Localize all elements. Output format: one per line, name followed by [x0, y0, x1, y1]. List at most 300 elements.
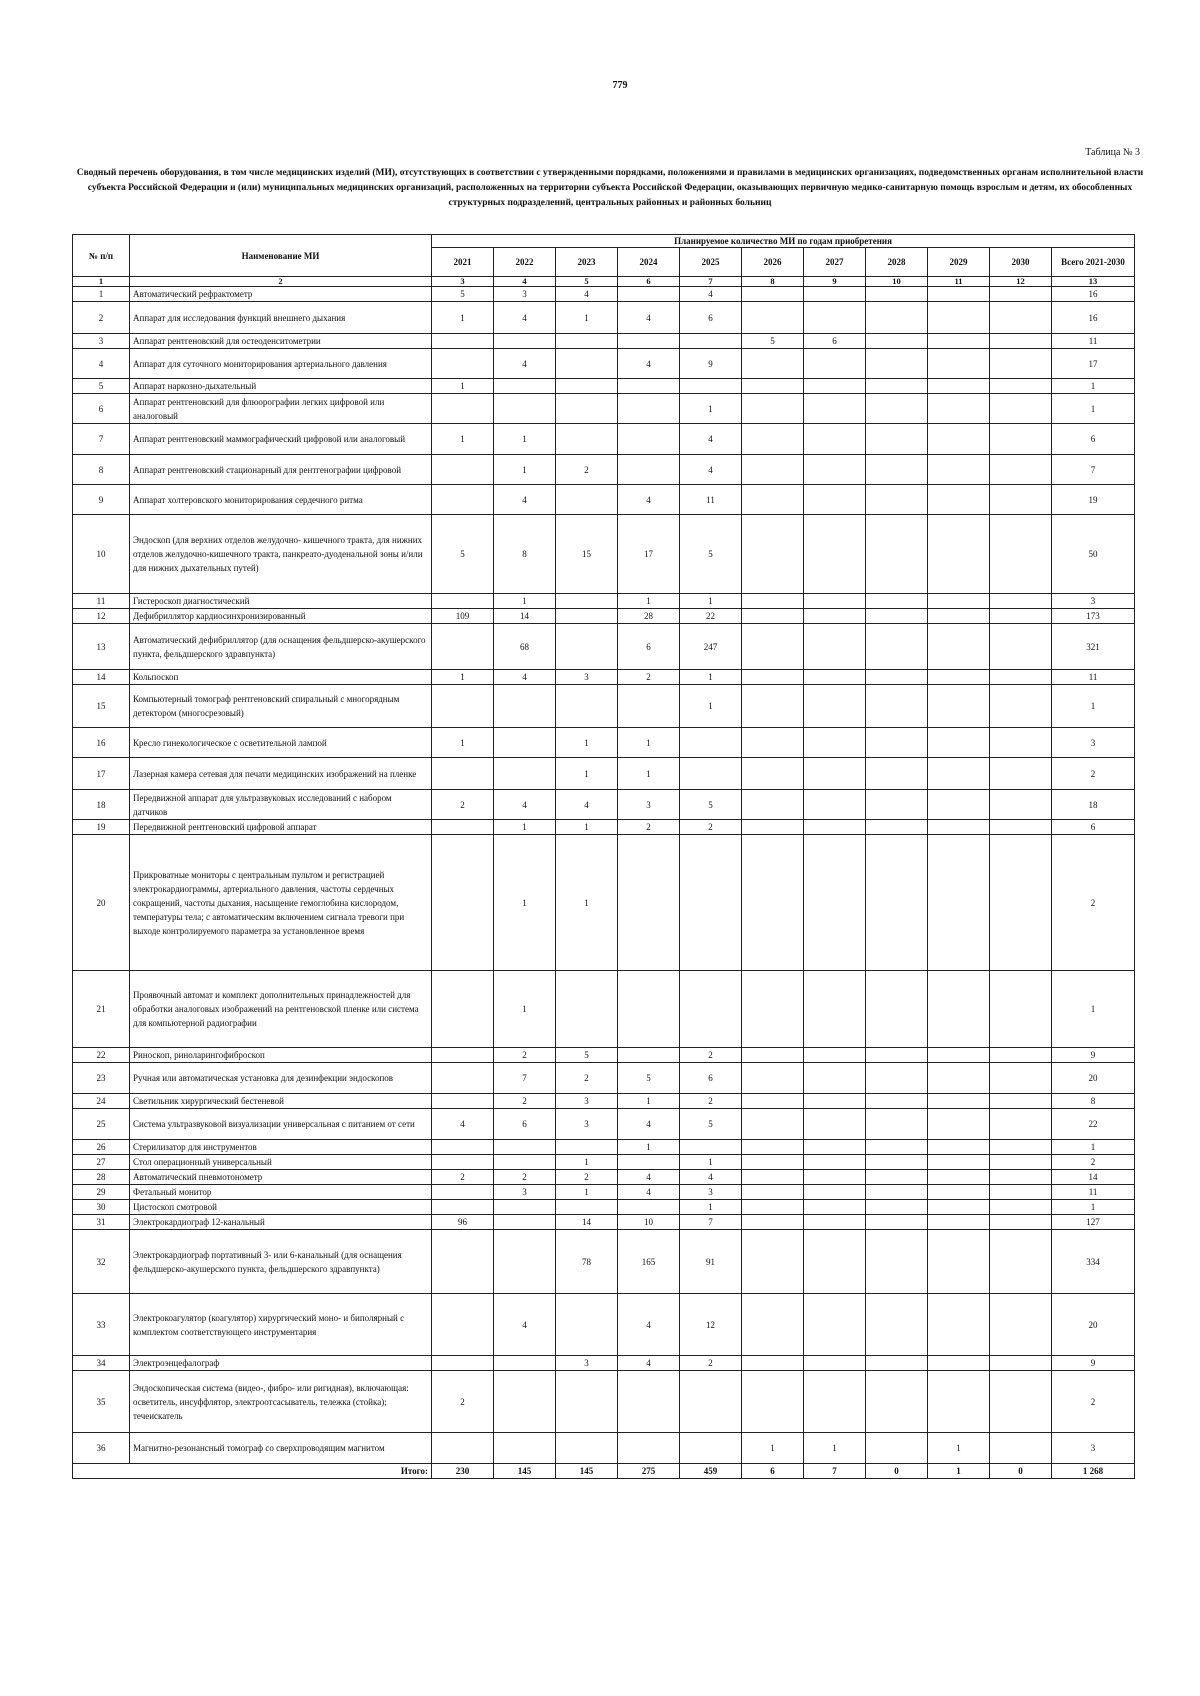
table-row: [73, 334, 1135, 349]
year-quantity: [742, 1140, 804, 1155]
year-quantity: [990, 349, 1052, 379]
year-quantity: 1: [680, 1200, 742, 1215]
year-quantity: [432, 1433, 494, 1464]
year-quantity: 2: [680, 820, 742, 835]
row-total: 127: [1052, 1215, 1135, 1230]
year-quantity: [866, 1140, 928, 1155]
year-quantity: [928, 287, 990, 302]
year-quantity: 1: [494, 971, 556, 1048]
row-number: 5: [73, 379, 130, 394]
year-quantity: [990, 685, 1052, 728]
year-quantity: [432, 1063, 494, 1094]
year-quantity: 4: [556, 287, 618, 302]
year-quantity: [804, 1063, 866, 1094]
year-quantity: 6: [804, 334, 866, 349]
item-name: Ручная или автоматическая установка для дезинфекции эндоскопов: [130, 1063, 432, 1094]
year-quantity: [494, 1356, 556, 1371]
row-number: 35: [73, 1371, 130, 1433]
year-quantity: [804, 685, 866, 728]
table-row: [73, 685, 1135, 728]
year-quantity: [804, 758, 866, 790]
table-row: [73, 485, 1135, 515]
year-quantity: 1: [494, 835, 556, 971]
year-quantity: [990, 1433, 1052, 1464]
year-quantity: [432, 1155, 494, 1170]
year-quantity: [928, 1215, 990, 1230]
year-quantity: [432, 455, 494, 485]
year-quantity: [804, 1048, 866, 1063]
year-quantity: 68: [494, 624, 556, 670]
year-quantity: 6: [494, 1109, 556, 1140]
year-quantity: [742, 1048, 804, 1063]
table-row: [73, 1230, 1135, 1294]
year-quantity: [990, 1185, 1052, 1200]
year-quantity: [618, 394, 680, 424]
table-row: [73, 515, 1135, 594]
year-quantity: [804, 1294, 866, 1356]
year-quantity: 6: [680, 302, 742, 334]
year-quantity: [742, 424, 804, 455]
year-quantity: [804, 485, 866, 515]
row-number: 1: [73, 287, 130, 302]
year-quantity: [432, 594, 494, 609]
year-quantity: 5: [680, 790, 742, 820]
year-quantity: [804, 820, 866, 835]
year-quantity: [990, 1048, 1052, 1063]
year-quantity: [866, 1215, 928, 1230]
col-header-year: Всего 2021-2030: [1052, 248, 1135, 277]
year-quantity: [866, 1109, 928, 1140]
row-number: 30: [73, 1200, 130, 1215]
year-quantity: [866, 670, 928, 685]
year-quantity: [804, 790, 866, 820]
item-name: Аппарат рентгеновский для флюорографии легких цифровой или аналоговый: [130, 394, 432, 424]
year-quantity: [618, 835, 680, 971]
item-name: Эндоскопическая система (видео-, фибро- или ригидная), включающая: осветитель, инсуффлятор, электроотсасыватель, тележка (стойка); течеискатель: [130, 1371, 432, 1433]
year-quantity: [618, 287, 680, 302]
year-quantity: [990, 394, 1052, 424]
year-quantity: [742, 1063, 804, 1094]
year-quantity: 2: [556, 1063, 618, 1094]
item-name: Передвижной рентгеновский цифровой аппарат: [130, 820, 432, 835]
table-label: Таблица № 3: [1085, 147, 1140, 158]
item-name: Фетальный монитор: [130, 1185, 432, 1200]
year-quantity: [742, 820, 804, 835]
year-quantity: [990, 624, 1052, 670]
year-quantity: [742, 1094, 804, 1109]
year-quantity: [866, 685, 928, 728]
year-quantity: 1: [556, 820, 618, 835]
table-row: [73, 287, 1135, 302]
table-row: [73, 1185, 1135, 1200]
row-total: 20: [1052, 1063, 1135, 1094]
year-quantity: [804, 624, 866, 670]
year-quantity: [680, 334, 742, 349]
row-total: 16: [1052, 302, 1135, 334]
year-quantity: 3: [556, 670, 618, 685]
totals-row: [73, 1464, 1135, 1479]
year-quantity: [866, 1230, 928, 1294]
year-quantity: [928, 394, 990, 424]
year-quantity: [990, 1109, 1052, 1140]
year-quantity: [804, 349, 866, 379]
row-total: 19: [1052, 485, 1135, 515]
row-number: 8: [73, 455, 130, 485]
year-quantity: 3: [618, 790, 680, 820]
table-row: [73, 624, 1135, 670]
year-quantity: 1: [618, 1094, 680, 1109]
year-quantity: [990, 455, 1052, 485]
year-quantity: [866, 835, 928, 971]
year-quantity: [742, 790, 804, 820]
year-quantity: [866, 394, 928, 424]
year-quantity: [432, 835, 494, 971]
year-quantity: [928, 728, 990, 758]
row-number: 7: [73, 424, 130, 455]
year-quantity: 2: [618, 670, 680, 685]
row-total: 9: [1052, 1048, 1135, 1063]
year-quantity: [804, 394, 866, 424]
year-quantity: [990, 1371, 1052, 1433]
year-quantity: [618, 685, 680, 728]
year-quantity: 4: [618, 1185, 680, 1200]
year-quantity: [432, 758, 494, 790]
year-quantity: 1: [804, 1433, 866, 1464]
year-quantity: [804, 1371, 866, 1433]
year-quantity: [804, 1215, 866, 1230]
year-quantity: [494, 1230, 556, 1294]
year-quantity: [928, 1048, 990, 1063]
year-quantity: [742, 1371, 804, 1433]
year-quantity: [556, 1200, 618, 1215]
year-quantity: [494, 1433, 556, 1464]
year-quantity: 3: [556, 1356, 618, 1371]
table-row: [73, 609, 1135, 624]
year-quantity: [866, 1294, 928, 1356]
column-index-cell: 6: [618, 277, 680, 287]
column-index-cell: 2: [130, 277, 432, 287]
year-quantity: [432, 394, 494, 424]
year-quantity: [990, 302, 1052, 334]
row-number: 18: [73, 790, 130, 820]
row-total: 1: [1052, 394, 1135, 424]
table-row: [73, 1215, 1135, 1230]
year-quantity: 1: [680, 594, 742, 609]
year-quantity: [990, 758, 1052, 790]
year-quantity: [866, 820, 928, 835]
item-name: Электрокоагулятор (коагулятор) хирургический моно- и биполярный с комплектом соответствующего инструментария: [130, 1294, 432, 1356]
item-name: Система ультразвуковой визуализации универсальная с питанием от сети: [130, 1109, 432, 1140]
year-quantity: [618, 1048, 680, 1063]
year-quantity: [680, 1433, 742, 1464]
year-quantity: [804, 379, 866, 394]
year-quantity: 78: [556, 1230, 618, 1294]
year-quantity: [866, 624, 928, 670]
year-quantity: [928, 594, 990, 609]
year-quantity: 4: [680, 1170, 742, 1185]
year-quantity: 15: [556, 515, 618, 594]
item-name: Компьютерный томограф рентгеновский спиральный с многорядным детектором (многосрезовый): [130, 685, 432, 728]
year-quantity: [618, 971, 680, 1048]
year-quantity: 10: [618, 1215, 680, 1230]
year-quantity: 1: [618, 728, 680, 758]
row-total: 18: [1052, 790, 1135, 820]
year-quantity: [432, 971, 494, 1048]
year-quantity: [432, 485, 494, 515]
row-number: 23: [73, 1063, 130, 1094]
year-quantity: [742, 685, 804, 728]
year-quantity: 96: [432, 1215, 494, 1230]
year-quantity: 5: [680, 1109, 742, 1140]
row-number: 20: [73, 835, 130, 971]
year-quantity: [928, 1371, 990, 1433]
row-number: 14: [73, 670, 130, 685]
year-quantity: 1: [556, 302, 618, 334]
year-quantity: [866, 1155, 928, 1170]
year-quantity: [494, 1371, 556, 1433]
year-quantity: [556, 424, 618, 455]
year-quantity: [432, 1140, 494, 1155]
year-quantity: [742, 594, 804, 609]
year-quantity: 4: [556, 790, 618, 820]
row-total: 14: [1052, 1170, 1135, 1185]
column-index-cell: 4: [494, 277, 556, 287]
row-total: 2: [1052, 758, 1135, 790]
table-row: [73, 1155, 1135, 1170]
year-quantity: [680, 758, 742, 790]
year-quantity: 3: [556, 1109, 618, 1140]
year-quantity: [556, 485, 618, 515]
row-total: 1: [1052, 1140, 1135, 1155]
year-quantity: [556, 334, 618, 349]
row-total: 17: [1052, 349, 1135, 379]
row-number: 25: [73, 1109, 130, 1140]
row-number: 13: [73, 624, 130, 670]
year-quantity: [432, 685, 494, 728]
year-quantity: [866, 1063, 928, 1094]
year-quantity: 4: [494, 302, 556, 334]
year-quantity: 1: [494, 455, 556, 485]
total-year: 1: [928, 1464, 990, 1479]
row-number: 29: [73, 1185, 130, 1200]
year-quantity: 1: [556, 728, 618, 758]
year-quantity: [494, 758, 556, 790]
item-name: Автоматический пневмотонометр: [130, 1170, 432, 1185]
table-row: [73, 394, 1135, 424]
year-quantity: 5: [556, 1048, 618, 1063]
year-quantity: [556, 685, 618, 728]
year-quantity: 1: [432, 670, 494, 685]
table-row: [73, 1109, 1135, 1140]
table-row: [73, 790, 1135, 820]
year-quantity: [928, 302, 990, 334]
col-header-year: 2027: [804, 248, 866, 277]
year-quantity: [990, 1155, 1052, 1170]
year-quantity: [990, 820, 1052, 835]
year-quantity: [742, 302, 804, 334]
year-quantity: 4: [494, 670, 556, 685]
year-quantity: 1: [556, 1185, 618, 1200]
year-quantity: [990, 594, 1052, 609]
year-quantity: [432, 1048, 494, 1063]
totals-label: Итого:: [73, 1464, 432, 1479]
year-quantity: 2: [494, 1048, 556, 1063]
year-quantity: [866, 1185, 928, 1200]
year-quantity: 2: [680, 1356, 742, 1371]
year-quantity: [742, 728, 804, 758]
year-quantity: 4: [494, 1294, 556, 1356]
item-name: Передвижной аппарат для ультразвуковых исследований с набором датчиков: [130, 790, 432, 820]
year-quantity: [990, 379, 1052, 394]
year-quantity: 4: [618, 1356, 680, 1371]
table-row: [73, 835, 1135, 971]
year-quantity: [804, 1185, 866, 1200]
year-quantity: [990, 1294, 1052, 1356]
year-quantity: 1: [556, 835, 618, 971]
item-name: Аппарат наркозно-дыхательный: [130, 379, 432, 394]
year-quantity: [866, 1094, 928, 1109]
year-quantity: 1: [432, 379, 494, 394]
row-total: 3: [1052, 594, 1135, 609]
item-name: Автоматический дефибриллятор (для оснащения фельдшерско-акушерского пункта, фельдшерского здравпункта): [130, 624, 432, 670]
item-name: Дефибриллятор кардиосинхронизированный: [130, 609, 432, 624]
year-quantity: [618, 424, 680, 455]
column-index-cell: 10: [866, 277, 928, 287]
year-quantity: [494, 1140, 556, 1155]
year-quantity: [556, 394, 618, 424]
year-quantity: 1: [928, 1433, 990, 1464]
row-total: 2: [1052, 835, 1135, 971]
year-quantity: [680, 835, 742, 971]
row-total: 334: [1052, 1230, 1135, 1294]
year-quantity: [742, 1185, 804, 1200]
year-quantity: [866, 1200, 928, 1215]
year-quantity: [618, 1155, 680, 1170]
year-quantity: [804, 455, 866, 485]
total-year: 145: [556, 1464, 618, 1479]
row-total: 11: [1052, 670, 1135, 685]
year-quantity: [804, 1155, 866, 1170]
year-quantity: 5: [432, 287, 494, 302]
year-quantity: [804, 609, 866, 624]
item-name: Аппарат для исследования функций внешнего дыхания: [130, 302, 432, 334]
year-quantity: 1: [494, 424, 556, 455]
column-index-cell: 12: [990, 277, 1052, 287]
year-quantity: [742, 349, 804, 379]
year-quantity: 2: [556, 1170, 618, 1185]
row-total: 3: [1052, 1433, 1135, 1464]
year-quantity: [432, 1294, 494, 1356]
table-row: [73, 302, 1135, 334]
year-quantity: [866, 1371, 928, 1433]
year-quantity: 11: [680, 485, 742, 515]
year-quantity: 3: [494, 287, 556, 302]
year-quantity: [990, 835, 1052, 971]
year-quantity: [990, 1200, 1052, 1215]
year-quantity: [556, 1140, 618, 1155]
col-header-year: 2030: [990, 248, 1052, 277]
item-name: Гистероскоп диагностический: [130, 594, 432, 609]
year-quantity: [928, 1063, 990, 1094]
row-total: 1: [1052, 685, 1135, 728]
year-quantity: [804, 594, 866, 609]
item-name: Автоматический рефрактометр: [130, 287, 432, 302]
year-quantity: [928, 379, 990, 394]
table-row: [73, 1063, 1135, 1094]
row-number: 27: [73, 1155, 130, 1170]
table-row: [73, 728, 1135, 758]
row-number: 28: [73, 1170, 130, 1185]
table-row: [73, 1140, 1135, 1155]
year-quantity: 1: [494, 820, 556, 835]
year-quantity: 3: [680, 1185, 742, 1200]
row-total: 1: [1052, 971, 1135, 1048]
year-quantity: [556, 624, 618, 670]
year-quantity: [990, 1170, 1052, 1185]
table-row: [73, 1433, 1135, 1464]
row-number: 24: [73, 1094, 130, 1109]
year-quantity: [928, 1356, 990, 1371]
year-quantity: [990, 728, 1052, 758]
year-quantity: 4: [680, 424, 742, 455]
year-quantity: [432, 1230, 494, 1294]
year-quantity: 17: [618, 515, 680, 594]
year-quantity: 4: [432, 1109, 494, 1140]
year-quantity: [866, 485, 928, 515]
year-quantity: [866, 1170, 928, 1185]
row-total: 1: [1052, 379, 1135, 394]
column-index-cell: 11: [928, 277, 990, 287]
year-quantity: 1: [618, 594, 680, 609]
year-quantity: 109: [432, 609, 494, 624]
year-quantity: [928, 971, 990, 1048]
row-total: 3: [1052, 728, 1135, 758]
year-quantity: [742, 758, 804, 790]
year-quantity: 1: [680, 394, 742, 424]
year-quantity: 4: [618, 1294, 680, 1356]
year-quantity: 165: [618, 1230, 680, 1294]
item-name: Проявочный автомат и комплект дополнительных принадлежностей для обработки аналоговых изображений на рентгеновской пленке или система для компьютерной радиографии: [130, 971, 432, 1048]
year-quantity: [928, 685, 990, 728]
row-total: 321: [1052, 624, 1135, 670]
year-quantity: [928, 758, 990, 790]
year-quantity: [742, 1109, 804, 1140]
column-index-row: [73, 277, 1135, 287]
year-quantity: [742, 971, 804, 1048]
row-number: 33: [73, 1294, 130, 1356]
year-quantity: [990, 287, 1052, 302]
year-quantity: [494, 1215, 556, 1230]
table-row: [73, 349, 1135, 379]
year-quantity: [494, 1200, 556, 1215]
year-quantity: [866, 515, 928, 594]
item-name: Кресло гинекологическое с осветительной лампой: [130, 728, 432, 758]
year-quantity: [990, 515, 1052, 594]
year-quantity: [742, 485, 804, 515]
year-quantity: [742, 1356, 804, 1371]
row-total: 9: [1052, 1356, 1135, 1371]
year-quantity: [866, 455, 928, 485]
year-quantity: [928, 1200, 990, 1215]
year-quantity: [742, 609, 804, 624]
year-quantity: [432, 349, 494, 379]
year-quantity: 2: [494, 1094, 556, 1109]
year-quantity: [928, 334, 990, 349]
row-total: 20: [1052, 1294, 1135, 1356]
row-number: 15: [73, 685, 130, 728]
col-header-year: 2025: [680, 248, 742, 277]
year-quantity: [804, 1109, 866, 1140]
